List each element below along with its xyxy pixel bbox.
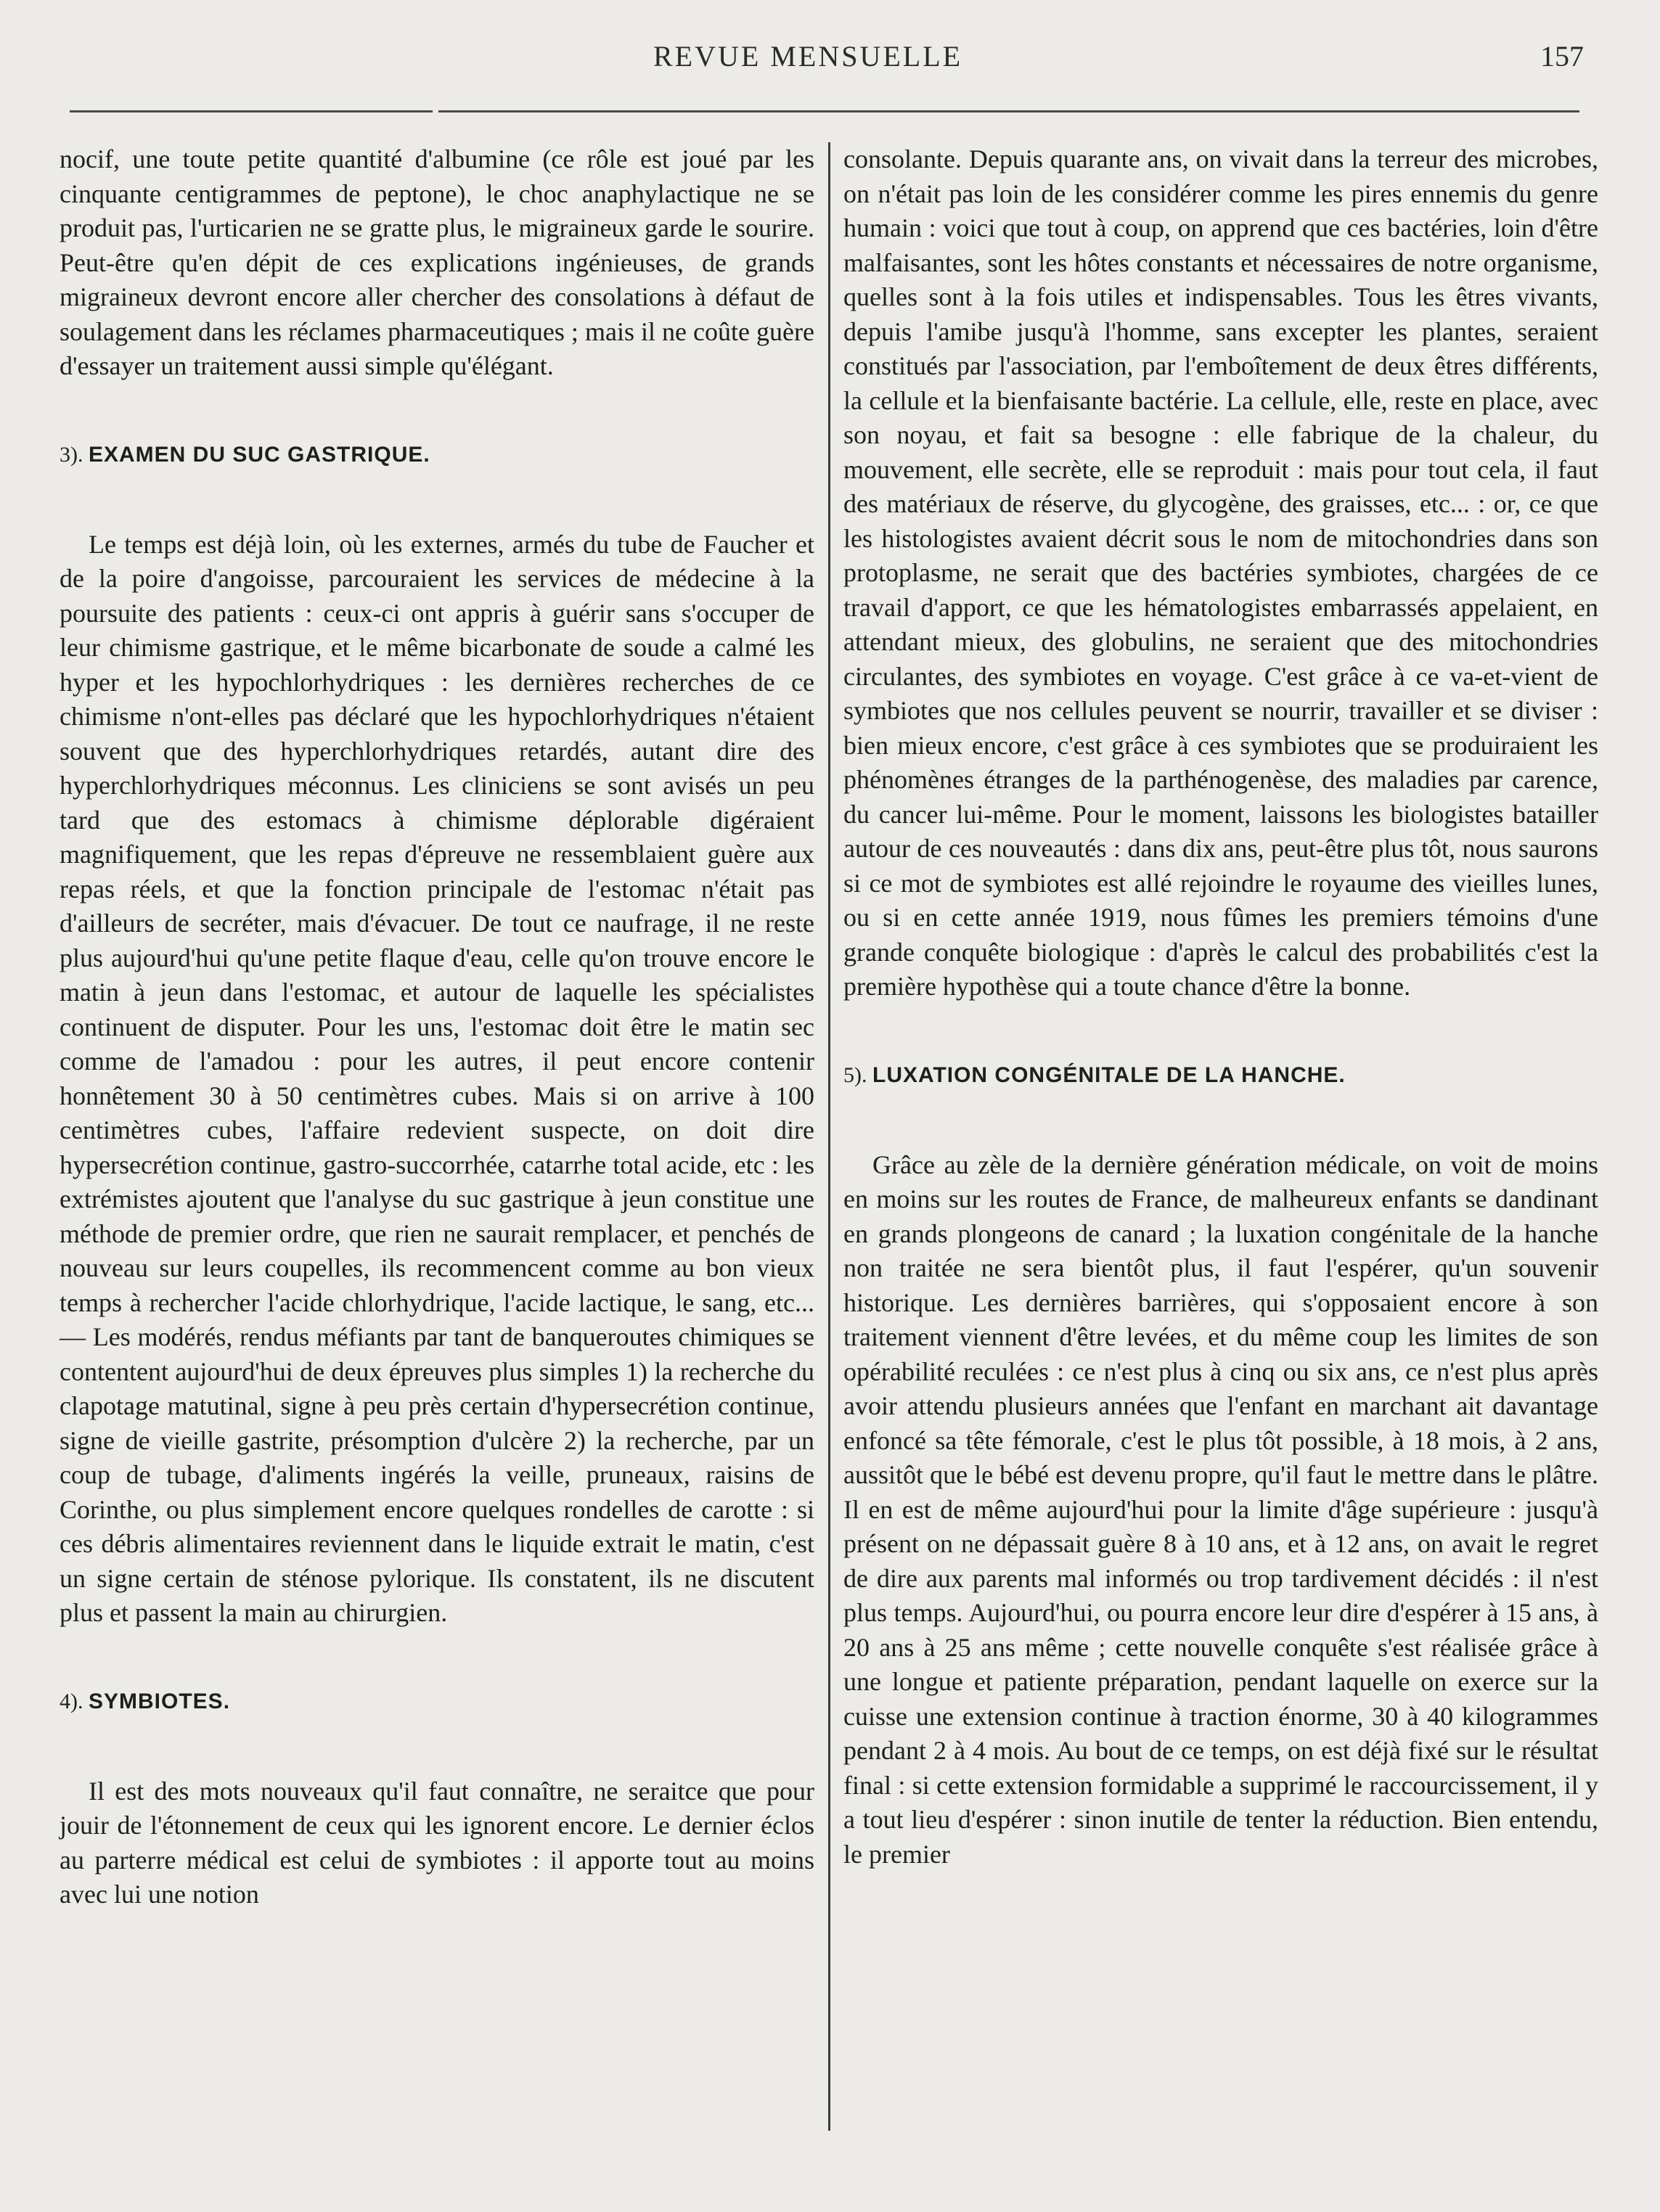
section-number: 5). (843, 1062, 867, 1087)
intro-paragraph: nocif, une toute petite quantité d'albumine (ce rôle est joué par les cinquante centigrammes de peptone), le choc anaphylactique ne se produit pas, l'urticarien ne se gratte plus, le migraineux garde le sourire. Peut-être qu'en dépit de ces explications ingénieuses, de grands migraineux devront encore aller chercher des consolations à défaut de soulagement dans les réclames pharmaceutiques ; mais il ne coûte guère d'essayer un traitement aussi simple qu'élégant. (60, 144, 814, 380)
running-header (0, 39, 1660, 83)
section-number: 4). (60, 1689, 83, 1713)
journal-title: REVUE MENSUELLE (653, 40, 963, 73)
left-column (60, 142, 814, 1912)
section-4-paragraph-continued: consolante. Depuis quarante ans, on vivait dans la terreur des microbes, on n'était pas loin de les considérer comme les pires ennemis du genre humain : voici que tout à coup, on apprend que ces bactéries, loin d'être malfaisantes, sont les hôtes constants et nécessaires de notre organisme, quelles sont à la fois utiles et indispensables. Tous les êtres vivants, depuis l'amibe jusqu'à l'homme, sans excepter les plantes, seraient constitués par l'association, par l'emboîtement de deux êtres différents, la cellule et la bienfaisante bactérie. La cellule, elle, reste en place, avec son noyau, et fait sa besogne : elle fabrique de la chaleur, du mouvement, elle secrète, elle se reproduit : mais pour tout cela, il faut des matériaux de réserve, du glycogène, des graisses, etc... : or, ce que les histologistes avaient décrit sous le nom de mitochondries dans son protoplasme, ne serait que des bactéries symbiotes, chargées de ce travail d'apport, ce que les hématologistes embarrassés appelaient, en attendant mieux, des globulins, ne seraient que des mitochondries circulantes, des symbiotes en voyage. C'est grâce à ce va-et-vient de symbiotes que nos cellules peuvent se nourrir, travailler et se diviser : bien mieux encore, c'est grâce à ces symbiotes que se produiraient les phénomènes étranges de la parthénogenèse, des maladies par carence, du cancer lui-même. Pour le moment, laissons les biologistes batailler autour de ces nouveautés : dans dix ans, peut-être plus tôt, nous saurons si ce mot de symbiotes est allé rejoindre le royaume des vieilles lunes, ou si en cette année 1919, nous fûmes les premiers témoins d'une grande conquête biologique : d'après le calcul des probabilités c'est la première hypothèse qui a toute chance d'être la bonne. (843, 144, 1598, 1001)
section-4-paragraph-start: Il est des mots nouveaux qu'il faut connaître, ne seraitce que pour jouir de l'étonnement de ceux qui les ignorent encore. Le dernier éclos au parterre médical est celui de symbiotes : il apporte tout au moins avec lui une notion (60, 1776, 814, 1909)
column-divider (828, 142, 830, 2131)
section-title: SYMBIOTES. (89, 1689, 231, 1713)
section-title: EXAMEN DU SUC GASTRIQUE. (89, 442, 430, 467)
section-heading-5 (843, 1061, 1598, 1090)
section-heading-3 (60, 441, 814, 470)
right-column (843, 142, 1598, 1872)
header-rule-left (70, 110, 433, 112)
section-3-paragraph: Le temps est déjà loin, où les externes, armés du tube de Faucher et de la poire d'angoisse, parcouraient les services de médecine à la poursuite des patients : ceux-ci ont appris à guérir sans s'occuper de leur chimisme gastrique, et le même bicarbonate de soude a calmé les hyper et les hypochlorhydriques : les dernières recherches de ce chimisme n'ont-elles pas déclaré que les hypochlorhydriques n'étaient souvent que des hyperchlorhydriques retardés, autant dire des hyperchlorhydriques méconnus. Les cliniciens se sont avisés un peu tard que des estomacs à chimisme déplorable digéraient magnifiquement, que les repas d'épreuve ne ressemblaient guère aux repas réels, et que la fonction principale de l'estomac n'était pas d'ailleurs de secréter, mais d'évacuer. De tout ce naufrage, il ne reste plus aujourd'hui qu'une petite flaque d'eau, celle qu'on trouve encore le matin à jeun dans l'estomac, et autour de laquelle les spécialistes continuent de disputer. Pour les uns, l'estomac doit être le matin sec comme de l'amadou : pour les autres, il peut encore contenir honnêtement 30 à 50 centimètres cubes. Mais si on arrive à 100 centimètres cubes, l'affaire redevient suspecte, on doit dire hypersecrétion continue, gastro-succorrhée, catarrhe total acide, etc : les extrémistes ajoutent que l'analyse du suc gastrique à jeun constitue une méthode de premier ordre, que rien ne saurait remplacer, et penchés de nouveau sur leurs coupelles, ils recommencent comme au bon vieux temps à rechercher l'acide chlorhydrique, l'acide lactique, le sang, etc... — Les modérés, rendus méfiants par tant de banqueroutes chimiques se contentent aujourd'hui de deux épreuves plus simples 1) la recherche du clapotage matutinal, signe à peu près certain d'hypersecrétion continue, signe de vieille gastrite, présomption d'ulcère 2) la recherche, par un coup de tubage, d'aliments ingérés la veille, pruneaux, raisins de Corinthe, ou plus simplement encore quelques rondelles de carotte : si ces débris alimentaires reviennent dans le liquide extrait le matin, c'est un signe certain de sténose pylorique. Ils constatent, ils ne discutent plus et passent la main au chirurgien. (60, 529, 814, 1627)
section-5-paragraph: Grâce au zèle de la dernière génération médicale, on voit de moins en moins sur les routes de France, de malheureux enfants se dandinant en grands plongeons de canard ; la luxation congénitale de la hanche non traitée ne sera bientôt plus, il faut l'espérer, qu'un souvenir historique. Les dernières barrières, qui s'opposaient encore à son traitement viennent d'être levées, et du même coup les limites de son opérabilité reculées : ce n'est plus à cinq ou six ans, ce n'est plus après avoir attendu plusieurs années que l'enfant en marchant ait davantage enfoncé sa tête fémorale, c'est le plus tôt possible, à 18 mois, à 2 ans, aussitôt que le bébé est devenu propre, qu'il faut le mettre dans le plâtre. Il en est de même aujourd'hui pour la limite d'âge supérieure : jusqu'à présent on ne dépassait guère 8 à 10 ans, et à 12 ans, on avait le regret de dire aux parents mal informés ou trop tardivement décidés : il n'est plus temps. Aujourd'hui, ou pourra encore leur dire d'espérer à 15 ans, à 20 ans à 25 ans même ; cette nouvelle conquête s'est réalisée grâce à une longue et patiente préparation, pendant laquelle on exerce sur la cuisse une extension continue à traction énorme, 30 à 40 kilogrammes pendant 2 à 4 mois. Au bout de ce temps, on est déjà fixé sur le résultat final : si cette extension formidable a supprimé le raccourcissement, il y a tout lieu d'espérer : sinon inutile de tenter la réduction. Bien entendu, le premier (843, 1150, 1598, 1869)
section-heading-4 (60, 1687, 814, 1716)
header-rule-right (438, 110, 1579, 112)
page-number: 157 (1540, 40, 1584, 73)
section-title: LUXATION CONGÉNITALE DE LA HANCHE. (872, 1062, 1346, 1087)
section-number: 3). (60, 442, 83, 467)
